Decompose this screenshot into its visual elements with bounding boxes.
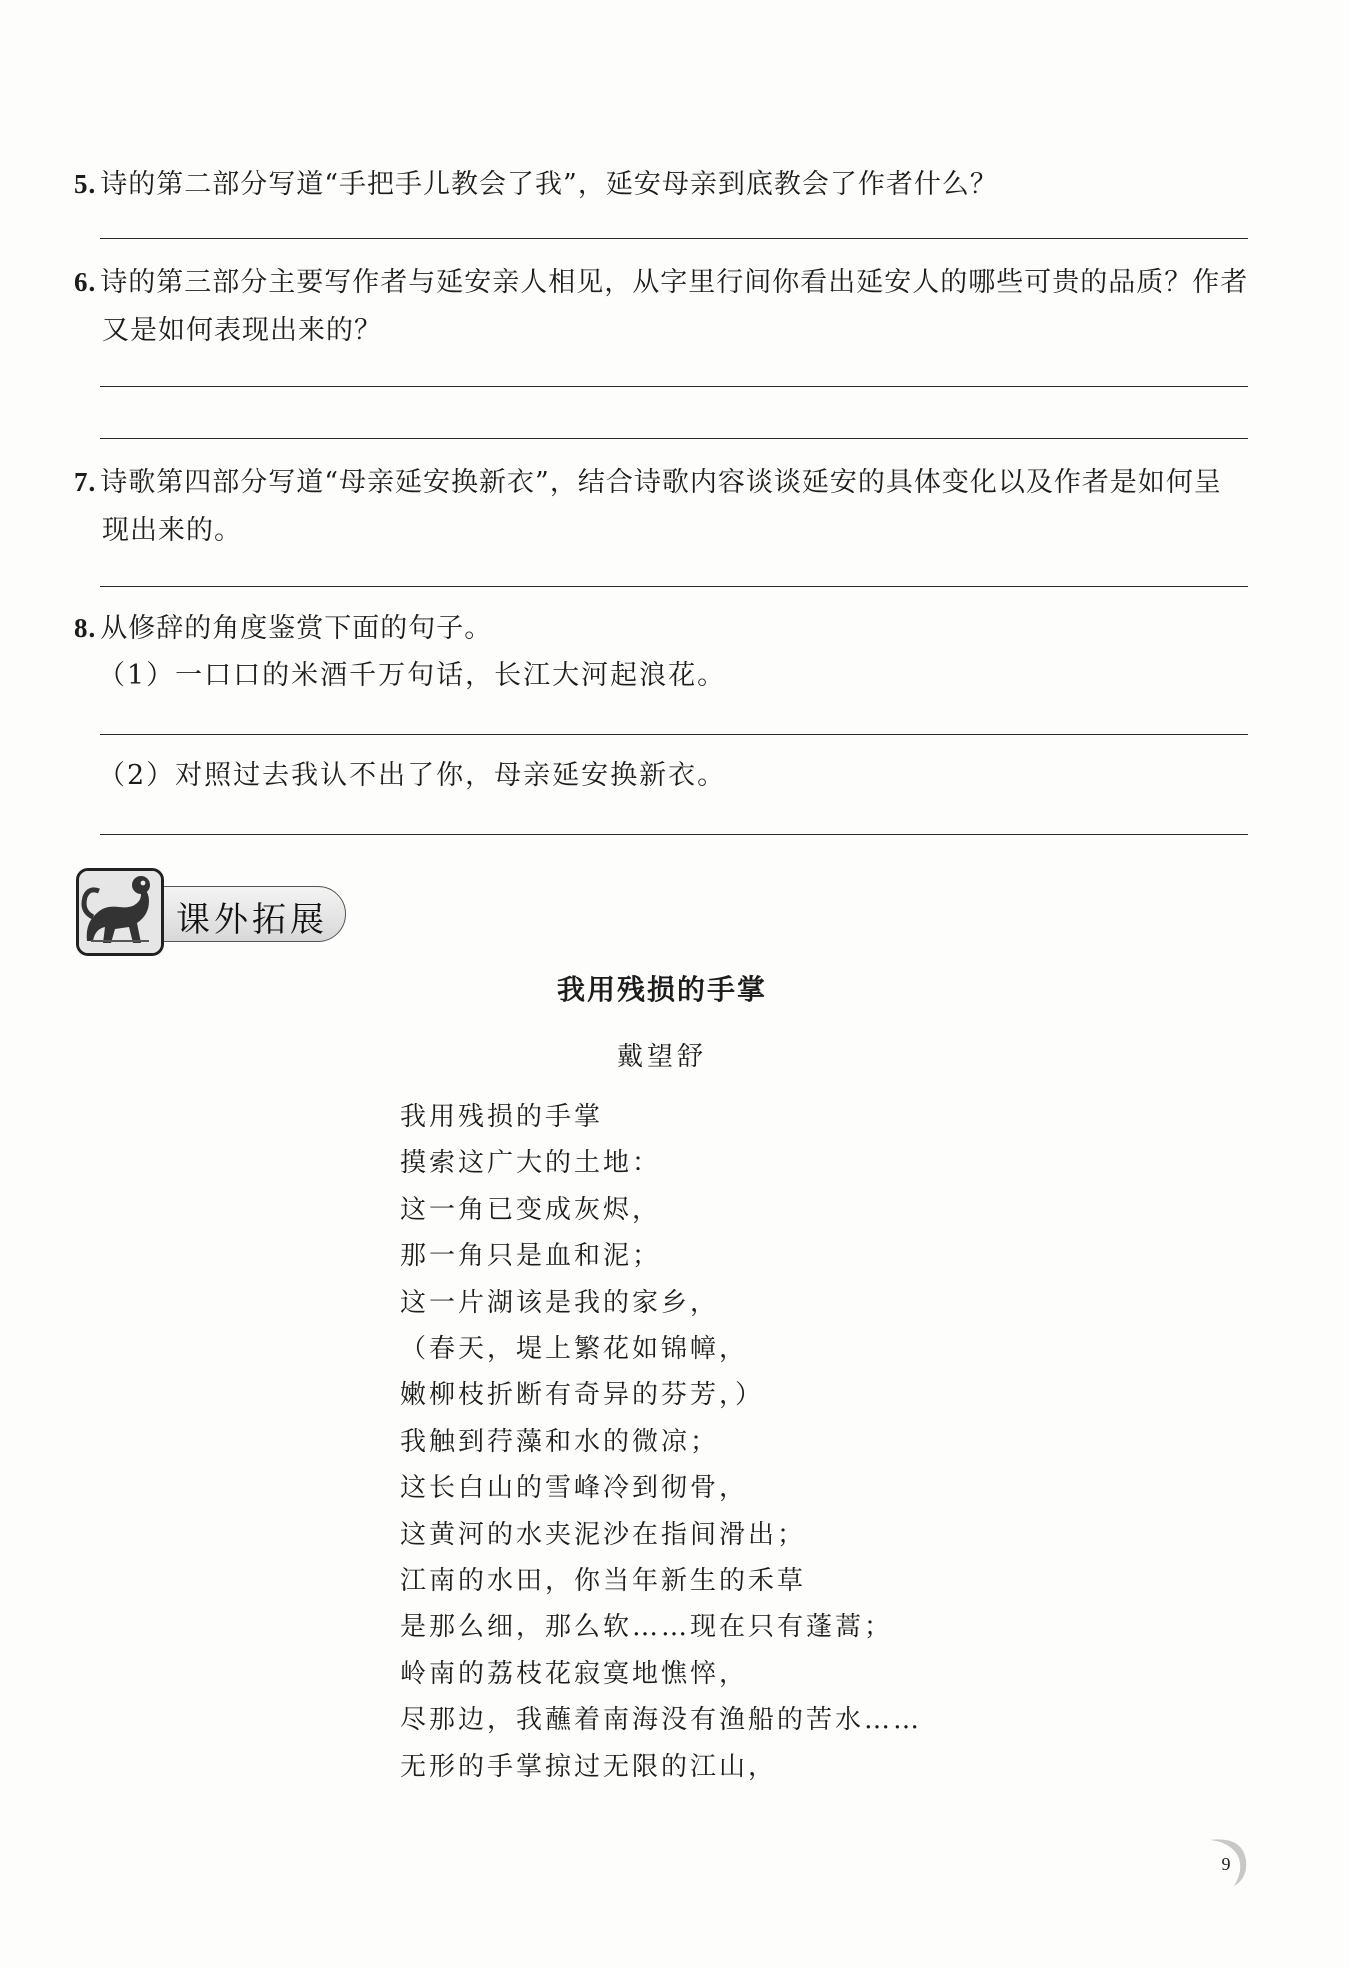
poem-body [400, 1094, 1100, 1790]
answer-line[interactable] [100, 586, 1248, 587]
poem-line: 尽那边，我蘸着南海没有渔船的苦水…… [400, 1705, 923, 1736]
poem-line: 这一角已变成灰烬， [400, 1194, 662, 1225]
poem-line: 这一片湖该是我的家乡， [400, 1287, 720, 1318]
question-text-continued: 现出来的。 [102, 515, 242, 546]
poem-line: 嫩柳枝折断有奇异的芬芳，） [400, 1380, 765, 1411]
poem-title: 我用残损的手掌 [556, 973, 767, 1006]
question-5 [74, 160, 1254, 209]
answer-line[interactable] [100, 734, 1248, 735]
poem-line: 这长白山的雪峰冷到彻骨， [400, 1473, 749, 1504]
question-number: 6. [74, 267, 97, 297]
question-number: 5. [74, 169, 97, 199]
page-number: 9 [1221, 1854, 1231, 1874]
question-text: 诗歌第四部分写道“母亲延安换新衣”，结合诗歌内容谈谈延安的具体变化以及作者是如何呈 [100, 467, 1222, 498]
question-7 [74, 458, 1254, 555]
poem-line: 那一角只是血和泥； [400, 1241, 662, 1272]
question-number: 8. [74, 613, 97, 643]
question-text: 诗的第二部分写道“手把手儿教会了我”，延安母亲到底教会了作者什么？ [100, 169, 998, 200]
poem-line: 我用残损的手掌 [400, 1102, 604, 1132]
section-banner [72, 862, 362, 962]
sub-question-1: （1）一口口的米酒千万句话，长江大河起浪花。 [98, 660, 727, 691]
poem-line: 我触到荇藻和水的微凉； [400, 1426, 720, 1457]
monkey-icon [76, 868, 164, 956]
poem-author: 戴望舒 [616, 1042, 707, 1072]
question-number: 7. [74, 467, 97, 497]
poem-line: 江南的水田，你当年新生的禾草 [400, 1566, 807, 1597]
answer-line[interactable] [100, 386, 1248, 387]
question-text-continued: 又是如何表现出来的？ [102, 315, 382, 346]
section-title: 课外拓展 [176, 900, 328, 940]
question-text: 从修辞的角度鉴赏下面的句子。 [100, 613, 493, 644]
question-text: 诗的第三部分主要写作者与延安亲人相见，从字里行间你看出延安人的哪些可贵的品质？作者 [100, 267, 1249, 298]
question-6 [74, 258, 1254, 355]
sub-question-2: （2）对照过去我认不出了你，母亲延安换新衣。 [98, 760, 727, 791]
poem-line: 岭南的荔枝花寂寞地憔悴， [400, 1658, 749, 1689]
answer-line[interactable] [100, 834, 1248, 835]
poem-line: 是那么细，那么软……现在只有蓬蒿； [400, 1612, 894, 1643]
answer-line[interactable] [100, 438, 1248, 439]
poem-line: 无形的手掌掠过无限的江山， [400, 1751, 778, 1782]
question-8 [74, 604, 1254, 653]
poem-line: 摸索这广大的土地： [400, 1148, 662, 1179]
answer-line[interactable] [100, 238, 1248, 239]
poem-line: （春天，堤上繁花如锦幛， [400, 1334, 749, 1365]
poem-line: 这黄河的水夹泥沙在指间滑出； [400, 1519, 807, 1550]
